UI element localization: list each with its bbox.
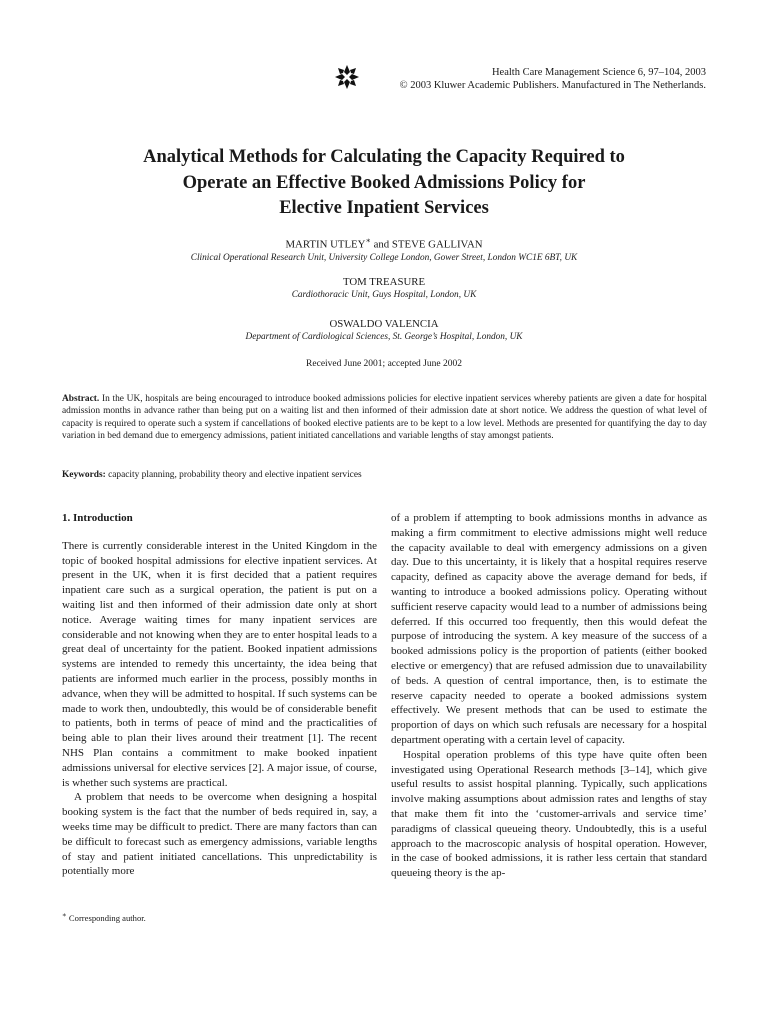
paper-title — [60, 145, 708, 222]
journal-line-2: © 2003 Kluwer Academic Publishers. Manufactured in The Netherlands. — [399, 80, 706, 91]
right-column — [391, 511, 707, 881]
keywords — [62, 469, 707, 481]
footnote-mark: ∗ — [62, 911, 67, 919]
corresponding-mark: ∗ — [365, 236, 371, 245]
left-column — [62, 511, 377, 879]
author-block-2 — [60, 276, 708, 301]
author-names-1: MARTIN UTLEY∗ and STEVE GALLIVAN — [285, 236, 483, 251]
author-block-1 — [60, 234, 708, 264]
received-dates: Received June 2001; accepted June 2002 — [306, 359, 462, 369]
title-line-1: Analytical Methods for Calculating the Capacity Required to — [143, 147, 625, 167]
abstract — [62, 393, 707, 443]
section-heading-introduction: 1. Introduction — [62, 512, 133, 524]
footnote — [62, 910, 146, 924]
title-line-2: Operate an Effective Booked Admissions Policy for — [182, 172, 586, 193]
abstract-text: In the UK, hospitals are being encouraged to introduce booked admissions policies for elective inpatient services whereby patients are given a date for hospital admission months in advance rather than being put on a waiting list and then informed of their admission date at short notice. We address the question of what level of capacity is required to operate such a system if cancellations of booked elective patients are to be kept to a low level. Methods are presented for quantifying the day to day variation in bed demand due to emergency admissions, patient initiated cancellations and variable lengths of stay amongst patients. — [62, 394, 707, 442]
author-names-2: TOM TREASURE — [342, 276, 426, 288]
title-line-3: Elective Inpatient Services — [279, 198, 489, 218]
author-names-3: OSWALDO VALENCIA — [329, 318, 439, 330]
keywords-label: Keywords: — [62, 470, 106, 480]
paragraph-2: A problem that needs to be overcome when designing a hospital booking system is the fact that the number of beds required in, say, a weeks time may be difficult to predict. There are many factors than can be difficult to forecast such as emergency admissions, variable lengths of stay and patient initiated cancellations. This unpredictability is potentially more — [62, 791, 377, 878]
affiliation-1: Clinical Operational Research Unit, University College London, Gower Street, London WC1E 6BT, UK — [190, 252, 578, 263]
affiliation-3: Department of Cardiological Sciences, St. George’s Hospital, London, UK — [245, 332, 523, 342]
affiliation-2: Cardiothoracic Unit, Guys Hospital, London, UK — [291, 290, 477, 300]
footnote-text: Corresponding author. — [66, 912, 146, 923]
keywords-text: capacity planning, probability theory and elective inpatient services — [105, 470, 362, 480]
journal-citation — [400, 66, 706, 92]
abstract-label: Abstract. — [62, 394, 100, 404]
paragraph-4: Hospital operation problems of this type have quite often been investigated using Operational Research methods [3–14], which give useful results to assist hospital planning. Typically, such applications involve making assumptions about admission rates and lengths of stay that make them fit into the ‘customer-arrivals and service time’ paradigms of classical queueing theory. Undoubtedly, this is a useful approach to the macroscopic analysis of hospital operation. However, in the case of booked admissions, it is rather less certain that standard queueing theory is the ap- — [391, 748, 707, 880]
paragraph-1: There is currently considerable interest in the United Kingdom in the topic of booked hospital admissions for elective inpatient services. At present in the UK, when it is first decided that a patient requires inpatient care such as a surgical operation, the patient is put on a waiting list and then informed of their admission date only at short notice. Average waiting times for many inpatient services are considerable and not knowing when they are to enter hospital leads to a great deal of uncertainty for the patient. Booked inpatient admissions systems are intended to remedy this uncertainty, the idea being that patients are informed much earlier in the process, possibly months in advance, when they will be admitted to hospital. If such systems can be made to work then, undoubtedly, this would be of considerable benefit to patients, both in terms of peace of mind and the practicalities of being able to plan their lives around their treatment [1]. The recent NHS Plan contains a commitment to make booked inpatient admissions universal for elective services [2]. A major issue, of course, is whether such systems are practical. — [62, 539, 377, 789]
author-block-3 — [60, 318, 708, 343]
paragraph-3: of a problem if attempting to book admissions months in advance as making a firm commitment to elective admissions might well reduce the capacity available to deal with emergency admissions on a given day. Due to this uncertainty, it is likely that a hospital requires reserve capacity, defined as capacity above the average demand for beds, if wanting to introduce a booked admissions policy. Operating without sufficient reserve capacity would lead to a number of admissions being deferred. If this occurred too frequently, then this would defeat the purpose of introducing the system. A key measure of the success of a booked admissions policy is the proportion of patients (either booked elective or emergency) that are refused admission due to unavailability of beds. A question of central importance, then, is to estimate the reserve capacity needed to operate a booked admissions system effectively. We present methods that can be used to estimate the proportion of days on which such refusals are necessary for a hospital department operating with a certain level of capacity. — [391, 512, 707, 746]
publisher-logo-icon — [334, 64, 360, 90]
journal-line-1: Health Care Management Science 6, 97–104, 2003 — [491, 67, 706, 78]
